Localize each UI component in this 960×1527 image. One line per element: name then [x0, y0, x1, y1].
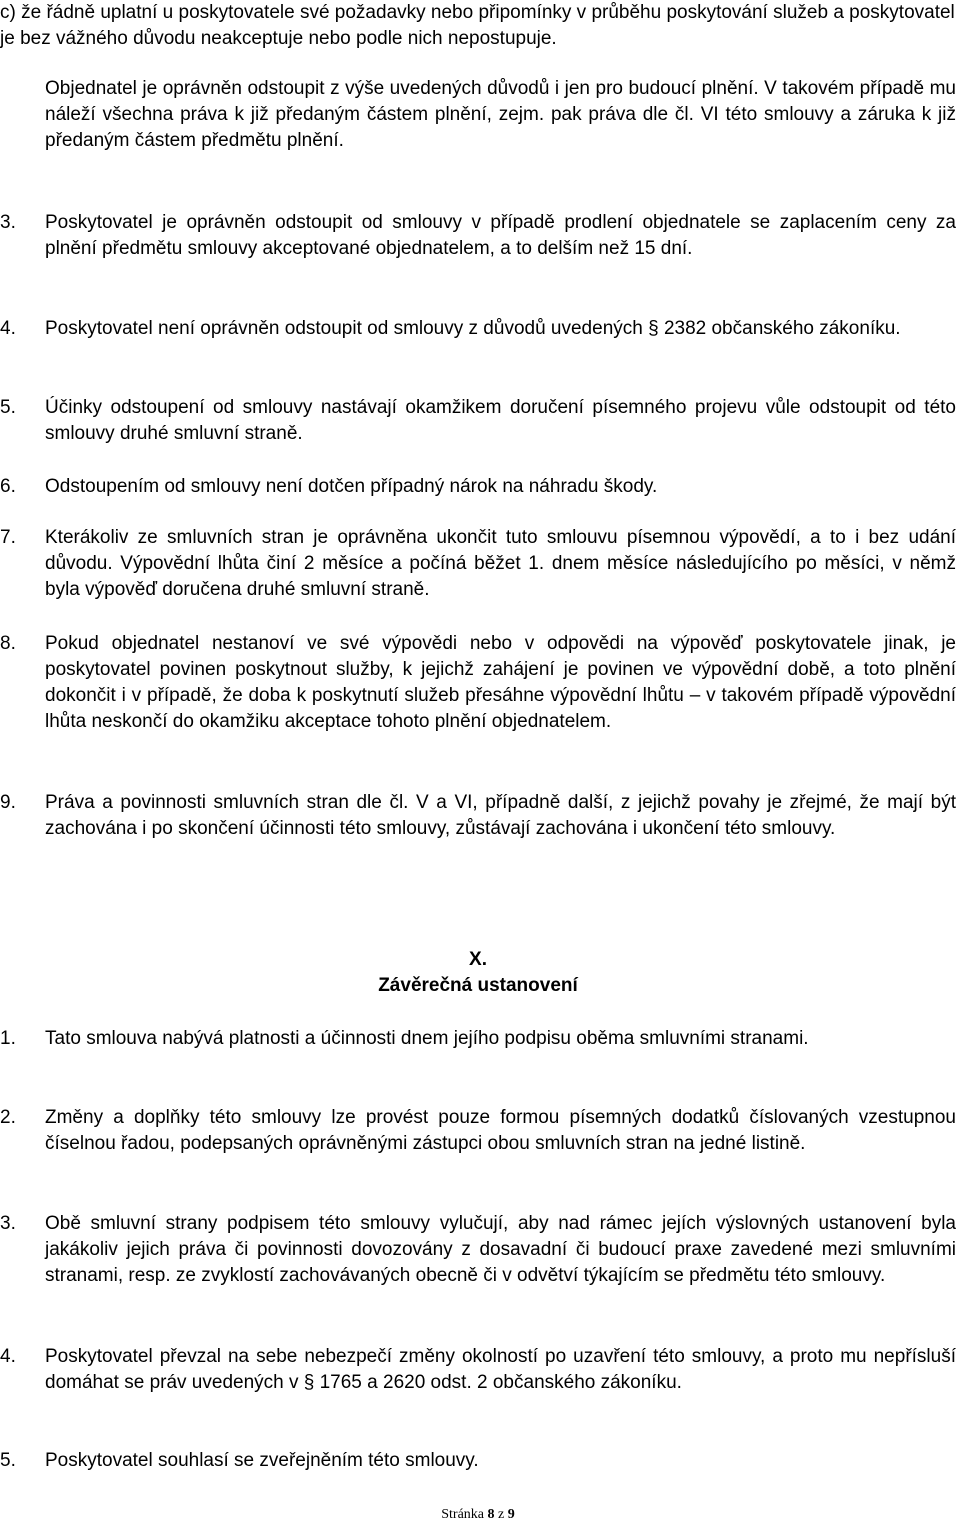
- page-label: Stránka: [441, 1507, 485, 1522]
- item-text: Poskytovatel je oprávněn odstoupit od smlouvy v případě prodlení objednatele se zaplacením ceny za plnění předmětu smlouvy akceptované objednatelem, a to delším než 15 dní.: [45, 212, 956, 259]
- list-item: [0, 1211, 956, 1289]
- page-total: 9: [507, 1507, 515, 1522]
- item-number: 9.: [0, 792, 16, 813]
- list-item: [0, 525, 956, 603]
- list-item: [0, 1026, 956, 1052]
- item-text: Tato smlouva nabývá platnosti a účinnosti dnem jejího podpisu oběma smluvními stranami.: [45, 1028, 809, 1049]
- list-item: [0, 474, 956, 500]
- item-text: Kterákoliv ze smluvních stran je oprávněna ukončit tuto smlouvu písemnou výpovědí, a to i bez udání důvodu. Výpovědní lhůta činí 2 měsíce a počíná běžet 1. dnem měsíce následujícího po měsíci, v němž byla výpověď doručena druhé smluvní straně.: [45, 527, 956, 600]
- item-number: 3.: [0, 1213, 16, 1234]
- item-text: Poskytovatel není oprávněn odstoupit od smlouvy z důvodů uvedených § 2382 občanského zákoníku.: [45, 318, 901, 339]
- list-item: [0, 631, 956, 735]
- list-item: [0, 210, 956, 262]
- clause-c: [0, 0, 956, 52]
- item-text: Odstoupením od smlouvy není dotčen případný nárok na náhradu škody.: [45, 476, 658, 497]
- item-number: 5.: [0, 397, 16, 418]
- list-item: [0, 395, 956, 447]
- item-text: Změny a doplňky této smlouvy lze provést pouze formou písemných dodatků číslovaných vzestupnou číselnou řadou, podepsaných oprávněnými zástupci obou smluvních stran na jedné listině.: [45, 1107, 956, 1154]
- item-number: 6.: [0, 476, 16, 497]
- item-number: 8.: [0, 633, 16, 654]
- item-number: 4.: [0, 318, 16, 339]
- item-number: 1.: [0, 1028, 16, 1049]
- item-text: Poskytovatel převzal na sebe nebezpečí změny okolností po uzavření této smlouvy, a proto mu nepřísluší domáhat se práv uvedených v § 1765 a 2620 odst. 2 občanského zákoníku.: [45, 1346, 956, 1393]
- item-text: Práva a povinnosti smluvních stran dle čl. V a VI, případně další, z jejichž povahy je zřejmé, že mají být zachována i po skončení účinnosti této smlouvy, zůstávají zachována i ukončení této smlouvy.: [45, 792, 956, 839]
- list-item: [0, 1448, 956, 1474]
- list-item: [0, 1344, 956, 1396]
- page-current: 8: [487, 1507, 495, 1522]
- page-separator: z: [498, 1507, 505, 1522]
- item-number: 3.: [0, 212, 16, 233]
- section-title: Závěrečná ustanovení: [378, 975, 578, 996]
- item-number: 7.: [0, 527, 16, 548]
- item-text: Poskytovatel souhlasí se zveřejněním této smlouvy.: [45, 1450, 479, 1471]
- item-text: Pokud objednatel nestanoví ve své výpovědi nebo v odpovědi na výpověď poskytovatele jinak, je poskytovatel povinen poskytnout služby, k jejichž zahájení je povinen ve výpovědní době, a toto plnění dokončit i v případě, že doba k poskytnutí služeb přesáhne výpovědní lhůtu – v takovém případě výpovědní lhůta neskončí do okamžiku akceptace tohoto plnění objednatelem.: [45, 633, 956, 732]
- section-number: X.: [469, 949, 487, 970]
- item-text: Obě smluvní strany podpisem této smlouvy vylučují, aby nad rámec jejích výslovných ustanovení byla jakákoliv jejich práva či povinnosti dovozovány z dosavadní či budoucí praxe zavedené mezi smluvními stranami, resp. ze zvyklostí zachovávaných obecně či v odvětví týkajícím se předmětu této smlouvy.: [45, 1213, 956, 1286]
- clause-c-text: c) že řádně uplatní u poskytovatele své požadavky nebo připomínky v průběhu poskytování služeb a poskytovatel je bez vážného důvodu neakceptuje nebo podle nich nepostupuje.: [0, 2, 955, 49]
- list-item: [0, 1105, 956, 1157]
- item-number: 4.: [0, 1346, 16, 1367]
- list-item: [0, 790, 956, 842]
- page-footer: [0, 1506, 956, 1524]
- list-item: [0, 316, 956, 342]
- item-text: Účinky odstoupení od smlouvy nastávají okamžikem doručení písemného projevu vůle odstoupit od této smlouvy druhé smluvní straně.: [45, 397, 956, 444]
- item-number: 2.: [0, 1107, 16, 1128]
- item-number: 5.: [0, 1450, 16, 1471]
- withdrawal-note: Objednatel je oprávněn odstoupit z výše uvedených důvodů i jen pro budoucí plnění. V takovém případě mu náleží všechna práva k již předaným částem plnění, zejm. pak práva dle čl. VI této smlouvy a záruka k již předaným částem předmětu plnění.: [45, 78, 956, 151]
